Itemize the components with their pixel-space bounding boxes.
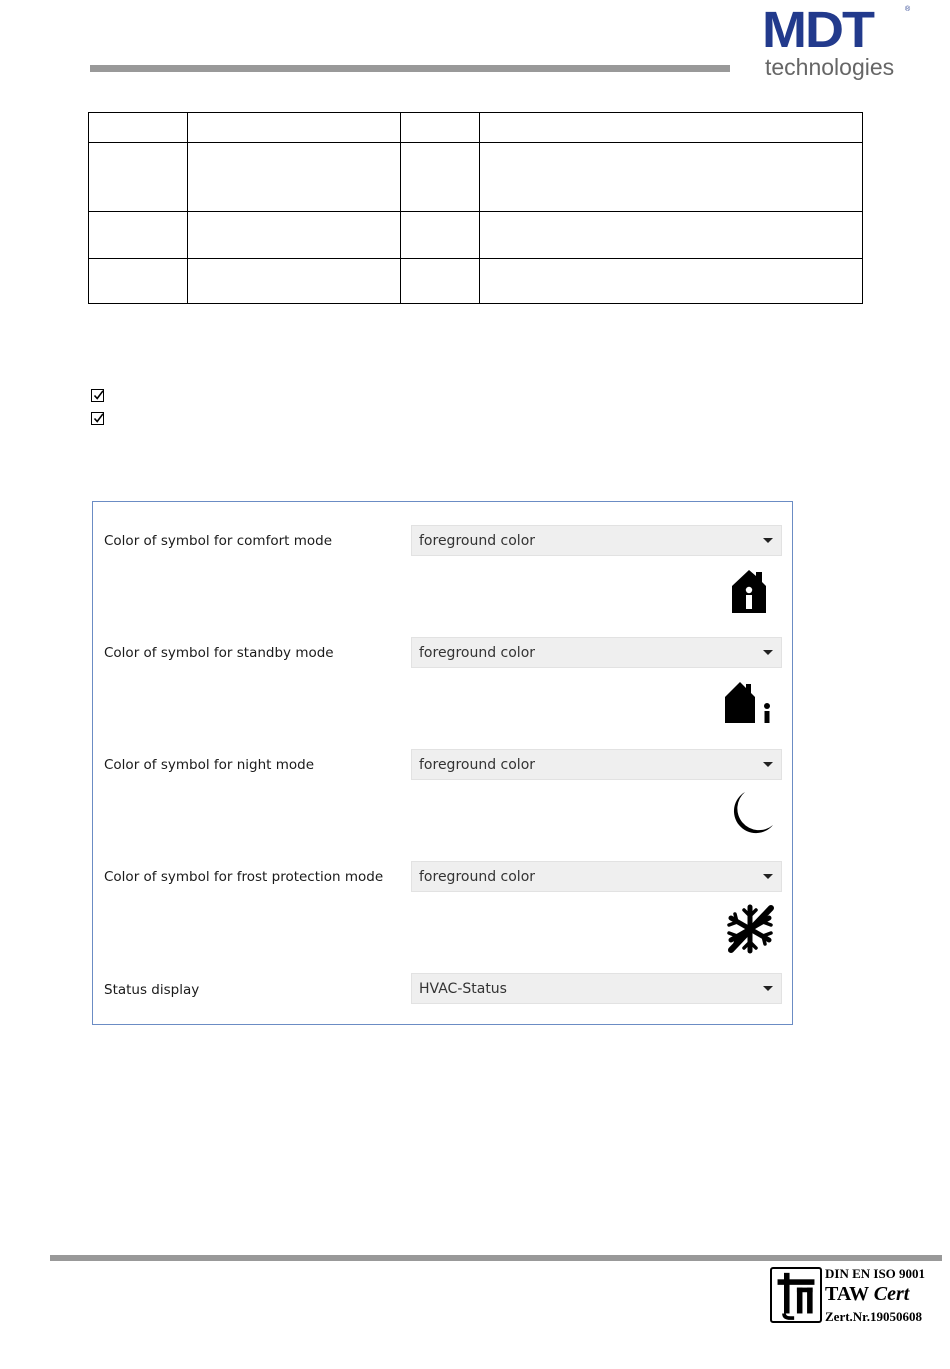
table-cell xyxy=(89,259,188,304)
dropdown-value: HVAC-Status xyxy=(419,981,507,997)
param-label-night: Color of symbol for night mode xyxy=(104,757,315,773)
taw-cert-logo-icon xyxy=(770,1267,822,1323)
cert-standard: DIN EN ISO 9001 xyxy=(825,1266,926,1281)
table-cell xyxy=(187,143,400,212)
table-cell xyxy=(400,113,480,143)
comfort-color-select[interactable] xyxy=(411,525,782,556)
cert-issuer: TAW Cert xyxy=(825,1283,910,1305)
table-row xyxy=(89,212,863,259)
logo-main-text: MDT xyxy=(762,1,873,59)
dropdown-value: foreground color xyxy=(419,645,536,661)
logo-registered-mark: ® xyxy=(905,6,911,13)
table-cell xyxy=(187,259,400,304)
chevron-down-icon[interactable] xyxy=(763,538,773,543)
checked-box-icon xyxy=(91,389,104,402)
frost-protection-icon xyxy=(725,904,775,954)
status-display-select[interactable] xyxy=(411,973,782,1004)
table-cell xyxy=(400,143,480,212)
logo-subtitle: technologies xyxy=(765,54,895,80)
parameter-panel xyxy=(92,501,793,1025)
table-cell xyxy=(400,259,480,304)
table-row xyxy=(89,113,863,143)
table-row xyxy=(89,143,863,212)
footer-rule xyxy=(50,1255,942,1261)
mdt-logo xyxy=(762,1,912,80)
table-cell xyxy=(89,212,188,259)
standby-color-select[interactable] xyxy=(411,637,782,668)
table-cell xyxy=(89,143,188,212)
chevron-down-icon[interactable] xyxy=(763,874,773,879)
table-cell xyxy=(480,113,863,143)
param-label-standby: Color of symbol for standby mode xyxy=(104,645,334,661)
document-table xyxy=(88,112,863,304)
cert-number: Zert.Nr.19050608 xyxy=(825,1309,923,1324)
table-cell xyxy=(89,113,188,143)
certification-badge xyxy=(770,1266,945,1326)
comfort-mode-icon xyxy=(729,569,769,613)
chevron-down-icon[interactable] xyxy=(763,762,773,767)
table-cell xyxy=(187,113,400,143)
frost-color-select[interactable] xyxy=(411,861,782,892)
dropdown-value: foreground color xyxy=(419,757,536,773)
chevron-down-icon[interactable] xyxy=(763,650,773,655)
chevron-down-icon[interactable] xyxy=(763,986,773,991)
night-mode-icon xyxy=(725,789,775,839)
param-label-status: Status display xyxy=(104,982,200,998)
param-label-frost: Color of symbol for frost protection mode xyxy=(104,869,384,885)
dropdown-value: foreground color xyxy=(419,869,536,885)
standby-mode-icon xyxy=(725,680,775,724)
table-cell xyxy=(480,212,863,259)
checked-box-icon xyxy=(91,412,104,425)
table-cell xyxy=(480,143,863,212)
table-cell xyxy=(400,212,480,259)
table-row xyxy=(89,259,863,304)
dropdown-value: foreground color xyxy=(419,533,536,549)
header-rule xyxy=(90,65,730,72)
table-cell xyxy=(480,259,863,304)
night-color-select[interactable] xyxy=(411,749,782,780)
table-cell xyxy=(187,212,400,259)
param-label-comfort: Color of symbol for comfort mode xyxy=(104,533,333,549)
